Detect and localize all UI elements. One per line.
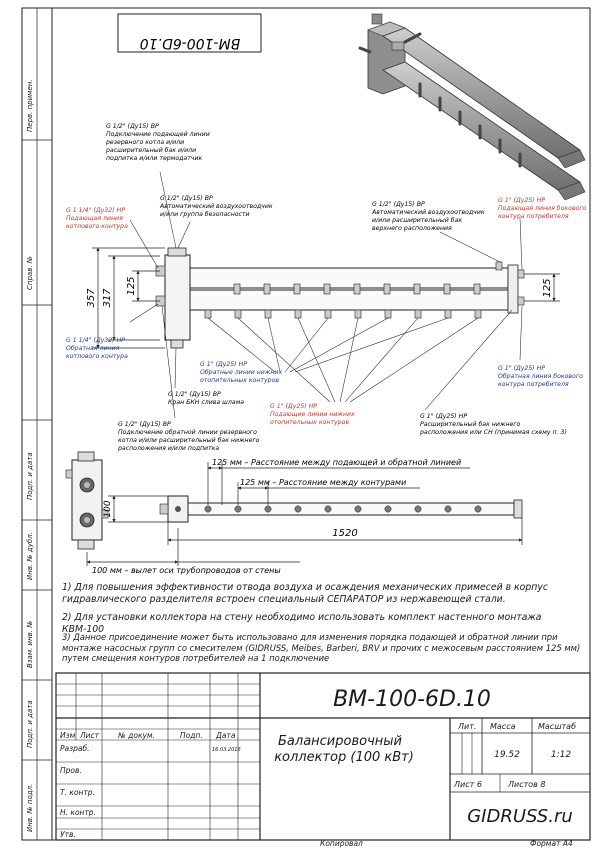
svg-text:Подключение обратной линии рез: Подключение обратной линии резервного	[118, 429, 257, 436]
svg-text:Кран БКН слива шлама: Кран БКН слива шлама	[168, 399, 245, 406]
svg-text:G 1" (Ду25) НР: G 1" (Ду25) НР	[270, 403, 318, 410]
callout-bottom-right	[419, 413, 567, 436]
note-3: 3) Данное присоединение может быть использовано для изменения порядка подающей и обратной линии при монтаже насосных групп со смесителем (GIDRUSS, Meibes, Barberi, BRV и прочих с межосевым расстоянием 125 мм) путем смещения контуров потребителей на 1 подключение	[62, 632, 581, 663]
svg-text:котлового контура: котлового контура	[66, 223, 128, 230]
svg-text:G 1/2" (Ду15) ВР: G 1/2" (Ду15) ВР	[160, 195, 213, 202]
callout-side-supply	[498, 197, 587, 220]
stamp-code: ВМ-100-6D.10	[139, 35, 241, 51]
svg-text:Подп.: Подп.	[180, 731, 203, 740]
title-block-text	[60, 687, 576, 848]
svg-text:расширительный бак и/или: расширительный бак и/или	[106, 147, 197, 154]
tb-company: GIDRUSS.ru	[467, 806, 573, 827]
svg-text:G 1 1/4" (Ду32) НР: G 1 1/4" (Ду32) НР	[66, 337, 125, 344]
dim-1520: 1520	[332, 528, 358, 539]
svg-text:Масса: Масса	[490, 722, 516, 731]
callout-boiler-return	[66, 337, 128, 360]
svg-text:расположения или СН (принимая: расположения или СН (принимая схему п. 3)	[420, 429, 567, 436]
svg-text:Подающие линии нижних: Подающие линии нижних	[270, 411, 355, 418]
svg-text:Формат А4: Формат А4	[530, 839, 573, 848]
side-label-vzam: Взам. инв. №	[26, 620, 34, 668]
svg-text:и/или группа безопасности: и/или группа безопасности	[160, 211, 250, 218]
svg-text:Утв.: Утв.	[60, 830, 76, 839]
svg-text:Масштаб: Масштаб	[538, 722, 577, 731]
svg-text:верхнего расположения: верхнего расположения	[372, 225, 452, 232]
svg-text:Лист: Лист	[80, 731, 100, 740]
callout-drain-valve	[168, 391, 244, 406]
side-label-podp-2: Подп. и дата	[26, 700, 34, 748]
dim-100: 100	[103, 500, 113, 518]
svg-text:Копировал: Копировал	[320, 839, 363, 848]
callout-top-left	[105, 123, 210, 162]
svg-text:G 1" (Ду25) НР: G 1" (Ду25) НР	[200, 361, 248, 368]
dim-125-right: 125	[542, 278, 553, 298]
svg-text:Т. контр.: Т. контр.	[60, 788, 95, 797]
svg-text:G 1/2" (Ду15) ВР: G 1/2" (Ду15) ВР	[118, 421, 171, 428]
svg-text:Лит.: Лит.	[458, 722, 477, 731]
svg-text:котла и/или расширительный бак: котла и/или расширительный бак нижнего	[118, 437, 260, 444]
svg-text:Подключение подающей линии: Подключение подающей линии	[106, 131, 210, 138]
svg-text:G 1/2" (Ду15) ВР: G 1/2" (Ду15) ВР	[372, 201, 425, 208]
callout-air-vent-right	[371, 201, 485, 232]
svg-text:Автоматический воздухоотводчик: Автоматический воздухоотводчик	[372, 209, 485, 216]
svg-text:Автоматический воздухоотводчик: Автоматический воздухоотводчик	[160, 203, 273, 210]
svg-text:и/или расширительный бак: и/или расширительный бак	[372, 217, 463, 224]
svg-text:G 1" (Ду25) НР: G 1" (Ду25) НР	[498, 365, 546, 372]
svg-text:16.03.2016: 16.03.2016	[212, 747, 241, 753]
svg-text:Дата: Дата	[216, 731, 236, 740]
dim-wall-offset: 100 мм – вылет оси трубопроводов от стены	[92, 566, 281, 575]
svg-text:G 1" (Ду25) НР: G 1" (Ду25) НР	[498, 197, 546, 204]
svg-text:Расширительный бак нижнего: Расширительный бак нижнего	[420, 421, 521, 428]
callout-return-heating	[200, 361, 282, 384]
dim-circuit-spacing: 125 мм – Расстояние между контурами	[240, 478, 407, 487]
callout-side-return	[498, 365, 583, 388]
svg-text:Подающая линия: Подающая линия	[66, 215, 123, 222]
svg-text:Пров.: Пров.	[60, 766, 82, 775]
plan-view	[160, 496, 522, 522]
separator-body	[165, 255, 190, 340]
svg-text:Подающая линия бокового: Подающая линия бокового	[498, 205, 587, 212]
svg-text:Листов 8: Листов 8	[508, 780, 546, 789]
svg-text:Лист 6: Лист 6	[454, 780, 482, 789]
dim-357: 357	[86, 288, 97, 308]
dim-supply-return-spacing: 125 мм – Расстояние между подающей и обратной линией	[212, 458, 462, 467]
note-2: 2) Для установки коллектора на стену необходимо использовать комплект настенного монтажа КВМ-100	[62, 612, 542, 635]
svg-text:G 1/2" (Ду15) ВР: G 1/2" (Ду15) ВР	[106, 123, 159, 130]
tb-name-1: Балансировочный	[278, 734, 402, 749]
side-label-inv-dubl: Инв. № дубл.	[26, 532, 34, 580]
dim-125-left: 125	[126, 276, 137, 296]
svg-text:Обратная линия бокового: Обратная линия бокового	[498, 373, 583, 380]
dim-317: 317	[102, 288, 113, 308]
side-label-perv: Перв. примен.	[26, 79, 34, 132]
svg-text:резервного котла и/или: резервного котла и/или	[106, 139, 185, 146]
callout-boiler-supply	[66, 207, 128, 230]
tb-mass-value: 19.52	[494, 750, 520, 760]
collector-3d-render	[360, 14, 585, 200]
svg-text:отопительных контуров: отопительных контуров	[200, 377, 280, 384]
callout-air-vent-safety	[159, 195, 273, 218]
callout-supply-heating	[270, 403, 355, 426]
svg-text:№ докум.: № докум.	[118, 731, 155, 740]
svg-text:контура потребителя: контура потребителя	[498, 381, 569, 388]
svg-text:G 1/2" (Ду15) ВР: G 1/2" (Ду15) ВР	[168, 391, 221, 398]
svg-text:Разраб.: Разраб.	[60, 744, 90, 753]
side-view	[66, 452, 108, 549]
svg-text:Н. контр.: Н. контр.	[60, 808, 96, 817]
tb-name-2: коллектор (100 кВт)	[274, 750, 414, 765]
tb-scale-value: 1:12	[550, 750, 572, 760]
svg-text:котлового контура: котлового контура	[66, 353, 128, 360]
front-view	[156, 248, 524, 348]
note-1: 1) Для повышения эффективности отвода воздуха и осаждения механических примесей в корпус гидравлического разделителя встроен специальный СЕПАРАТОР из нержавеющей стали.	[62, 582, 548, 605]
tb-code: ВМ-100-6D.10	[333, 687, 491, 712]
svg-text:Изм: Изм	[60, 731, 76, 740]
callout-bottom-left	[117, 421, 260, 452]
side-label-sprav: Справ. №	[26, 255, 34, 290]
svg-text:контура потребителя: контура потребителя	[498, 213, 569, 220]
svg-text:Обратные линии нижних: Обратные линии нижних	[200, 369, 283, 376]
svg-text:G 1 1/4" (Ду32) НР: G 1 1/4" (Ду32) НР	[66, 207, 125, 214]
svg-text:G 1" (Ду25) НР: G 1" (Ду25) НР	[420, 413, 468, 420]
side-label-inv-podl: Инв. № подл.	[26, 783, 34, 832]
side-label-podp-1: Подп. и дата	[26, 452, 34, 500]
svg-text:Обратная линия: Обратная линия	[66, 345, 120, 352]
svg-text:отопительных контуров: отопительных контуров	[270, 419, 350, 426]
svg-text:расположения и/или подпитка: расположения и/или подпитка	[118, 445, 220, 452]
svg-text:подпитка и/или термодатчик: подпитка и/или термодатчик	[106, 155, 203, 162]
